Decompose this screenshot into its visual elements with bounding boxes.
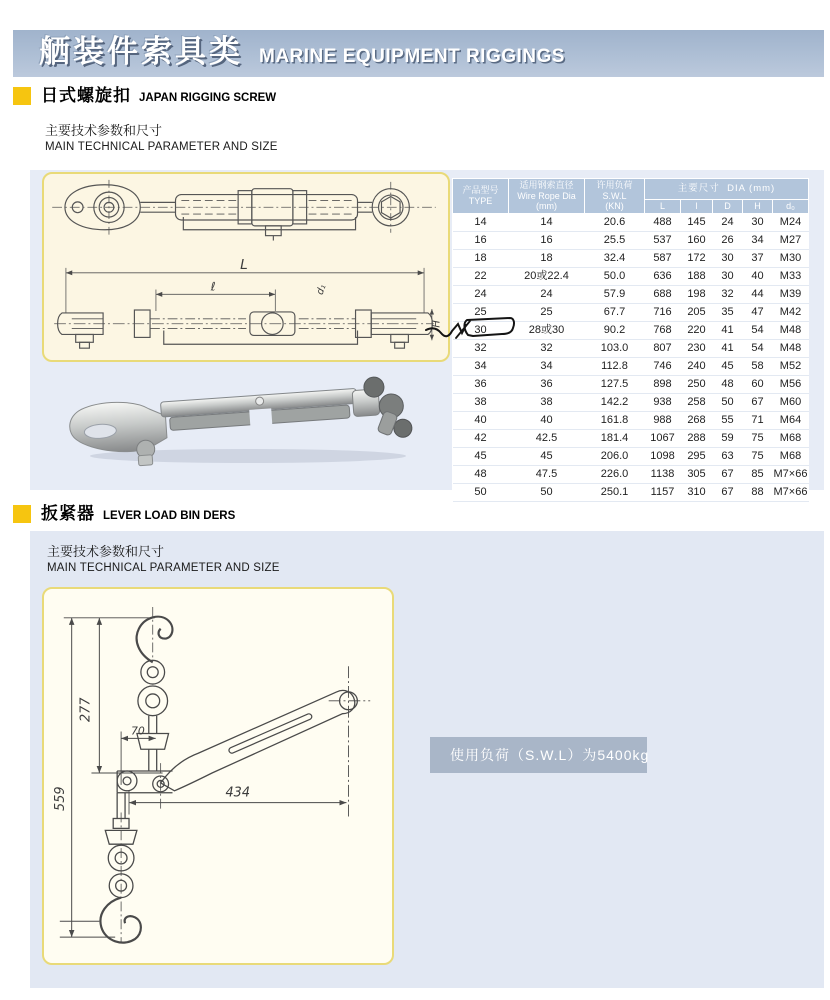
section2-title-zh: 扳紧器 — [41, 504, 95, 523]
table-cell: 18 — [509, 249, 585, 267]
table-row — [453, 429, 809, 447]
col-header-swl: 许用负荷 S.W.L (KN) — [585, 179, 645, 214]
table-cell: M27 — [773, 231, 809, 249]
table-cell: 161.8 — [585, 411, 645, 429]
table-cell: 47.5 — [509, 465, 585, 483]
dim-H-label: H — [431, 320, 443, 328]
table-cell: 16 — [509, 231, 585, 249]
table-cell: M24 — [773, 213, 809, 231]
table-cell: M68 — [773, 429, 809, 447]
table-cell: 768 — [645, 321, 681, 339]
table-row — [453, 357, 809, 375]
table-row — [453, 465, 809, 483]
table-cell: 240 — [681, 357, 713, 375]
page-title-en: MARINE EQUIPMENT RIGGINGS — [259, 46, 565, 67]
col-header-main-size-group: 主要尺寸 DIA (mm) — [645, 179, 809, 200]
table-cell: 38 — [509, 393, 585, 411]
table-cell: 57.9 — [585, 285, 645, 303]
table-cell: 41 — [713, 321, 743, 339]
table-cell: 67 — [713, 465, 743, 483]
col-header-l: l — [681, 200, 713, 214]
table-cell: 55 — [713, 411, 743, 429]
table-cell: 18 — [453, 249, 509, 267]
page-title-zh: 舾装件索具类 — [39, 34, 243, 69]
rigging-screw-drawing — [44, 174, 444, 356]
table-cell: 50 — [713, 393, 743, 411]
page-header — [13, 30, 824, 77]
table-cell: M48 — [773, 321, 809, 339]
table-cell: 38 — [453, 393, 509, 411]
table-cell: 537 — [645, 231, 681, 249]
col-header-D: D — [713, 200, 743, 214]
table-cell: 220 — [681, 321, 713, 339]
table-cell: 28或30 — [509, 321, 585, 339]
section1-title-zh: 日式螺旋扣 — [41, 86, 131, 105]
dim-559-label: 559 — [52, 786, 68, 811]
turnbuckle-top-view — [52, 180, 436, 241]
table-cell: 54 — [743, 339, 773, 357]
table-cell: 35 — [713, 303, 743, 321]
turnbuckle-side-view — [54, 268, 434, 348]
table-cell: 30 — [743, 213, 773, 231]
table-cell: 22 — [453, 267, 509, 285]
table-cell: 32 — [509, 339, 585, 357]
table-cell: 145 — [681, 213, 713, 231]
rigging-screw-photo — [58, 366, 433, 468]
table-cell: M56 — [773, 375, 809, 393]
table-cell: 36 — [509, 375, 585, 393]
table-row — [453, 285, 809, 303]
turnbuckle-photo-image — [58, 366, 433, 468]
table-cell: 34 — [509, 357, 585, 375]
section1-param-caption — [45, 122, 278, 156]
table-cell: 230 — [681, 339, 713, 357]
table-row — [453, 375, 809, 393]
table-cell: 587 — [645, 249, 681, 267]
table-cell: 88 — [743, 483, 773, 501]
table-cell: 34 — [743, 231, 773, 249]
table-cell: 44 — [743, 285, 773, 303]
table-cell: 295 — [681, 447, 713, 465]
table-cell: M48 — [773, 339, 809, 357]
table-cell: 636 — [645, 267, 681, 285]
table-cell: 1067 — [645, 429, 681, 447]
table-cell: 67.7 — [585, 303, 645, 321]
table-cell: 75 — [743, 429, 773, 447]
table-cell: 188 — [681, 267, 713, 285]
table-cell: 112.8 — [585, 357, 645, 375]
section2-bullet-icon — [13, 505, 31, 523]
table-cell: 90.2 — [585, 321, 645, 339]
table-cell: 258 — [681, 393, 713, 411]
section2-header — [13, 505, 235, 523]
table-cell: 50 — [453, 483, 509, 501]
table-cell: 172 — [681, 249, 713, 267]
table-cell: 305 — [681, 465, 713, 483]
table-cell: 25 — [453, 303, 509, 321]
table-cell: 54 — [743, 321, 773, 339]
table-cell: 20.6 — [585, 213, 645, 231]
table-cell: 41 — [713, 339, 743, 357]
col-header-H: H — [743, 200, 773, 214]
table-cell: 160 — [681, 231, 713, 249]
table-cell: M33 — [773, 267, 809, 285]
table-cell: 198 — [681, 285, 713, 303]
table-cell: 45 — [453, 447, 509, 465]
table-cell: 50 — [509, 483, 585, 501]
section1-bullet-icon — [13, 87, 31, 105]
table-cell: M7×66 — [773, 483, 809, 501]
table-cell: M30 — [773, 249, 809, 267]
table-cell: 142.2 — [585, 393, 645, 411]
table-cell: 688 — [645, 285, 681, 303]
table-cell: 250.1 — [585, 483, 645, 501]
table-cell: 1098 — [645, 447, 681, 465]
table-row — [453, 411, 809, 429]
table-cell: 20或22.4 — [509, 267, 585, 285]
table-cell: 1138 — [645, 465, 681, 483]
col-header-wire-rope-dia: 适用钢索直径 Wire Rope Dia (mm) — [509, 179, 585, 214]
table-cell: M39 — [773, 285, 809, 303]
table-cell: 488 — [645, 213, 681, 231]
dim-l-label: ℓ — [210, 279, 216, 294]
dim-L-label: L — [240, 256, 248, 273]
table-cell: 268 — [681, 411, 713, 429]
table-cell: 40 — [509, 411, 585, 429]
table-cell: 14 — [453, 213, 509, 231]
dim-70-label: 70 — [130, 724, 145, 738]
table-cell: 807 — [645, 339, 681, 357]
table-cell: 26 — [713, 231, 743, 249]
dim-d1-label: d₁ — [314, 283, 329, 297]
table-cell: 47 — [743, 303, 773, 321]
table-cell: 310 — [681, 483, 713, 501]
section1-content — [30, 170, 824, 498]
table-cell: 25 — [509, 303, 585, 321]
section1-header — [13, 87, 276, 105]
table-cell: 25.5 — [585, 231, 645, 249]
table-row — [453, 249, 809, 267]
table-cell: 63 — [713, 447, 743, 465]
table-row — [453, 231, 809, 249]
section2-content — [30, 531, 824, 988]
table-cell: 60 — [743, 375, 773, 393]
rigging-screw-drawing-box — [42, 172, 450, 362]
table-cell: 59 — [713, 429, 743, 447]
param1-en: MAIN TECHNICAL PARAMETER AND SIZE — [45, 141, 278, 153]
table-cell: 746 — [645, 357, 681, 375]
hand-annotation-mark — [424, 311, 534, 343]
table-cell: 45 — [713, 357, 743, 375]
table-cell: 24 — [713, 213, 743, 231]
lever-binder-drawing — [44, 589, 388, 959]
table-cell: 898 — [645, 375, 681, 393]
swl-note — [430, 737, 650, 773]
table-cell: M42 — [773, 303, 809, 321]
table-cell: 24 — [453, 285, 509, 303]
table-cell: M68 — [773, 447, 809, 465]
table-cell: 40 — [743, 267, 773, 285]
table-cell: 716 — [645, 303, 681, 321]
col-header-d0: d₀ — [773, 200, 809, 214]
table-body — [453, 213, 809, 501]
table-cell: 988 — [645, 411, 681, 429]
table-cell: 50.0 — [585, 267, 645, 285]
col-header-type: 产品型号 TYPE — [453, 179, 509, 214]
table-cell: 45 — [509, 447, 585, 465]
table-cell: 16 — [453, 231, 509, 249]
table-cell: 40 — [453, 411, 509, 429]
table-row — [453, 267, 809, 285]
section1-title-en: JAPAN RIGGING SCREW — [139, 92, 277, 104]
table-cell: M52 — [773, 357, 809, 375]
table-cell: 1157 — [645, 483, 681, 501]
table-cell: 71 — [743, 411, 773, 429]
table-cell: 30 — [453, 321, 509, 339]
table-cell: 103.0 — [585, 339, 645, 357]
table-cell: 32.4 — [585, 249, 645, 267]
table-cell: 181.4 — [585, 429, 645, 447]
table-cell: 14 — [509, 213, 585, 231]
table-cell: 48 — [453, 465, 509, 483]
table-cell: 226.0 — [585, 465, 645, 483]
dim-434-label: 434 — [225, 785, 251, 801]
table-cell: 938 — [645, 393, 681, 411]
table-cell: 58 — [743, 357, 773, 375]
table-cell: 288 — [681, 429, 713, 447]
section2-title-en: LEVER LOAD BIN DERS — [103, 510, 236, 522]
col-header-L: L — [645, 200, 681, 214]
table-cell: 24 — [509, 285, 585, 303]
table-cell: M7×66 — [773, 465, 809, 483]
swl-note-text: 使用负荷（S.W.L）为5400kg — [450, 747, 650, 763]
lever-binder-linework — [60, 607, 370, 943]
param1-zh: 主要技术参数和尺寸 — [45, 123, 163, 138]
param2-en: MAIN TECHNICAL PARAMETER AND SIZE — [47, 562, 280, 574]
section2-param-caption — [47, 543, 280, 577]
lever-binder-drawing-box — [42, 587, 394, 965]
table-cell: M64 — [773, 411, 809, 429]
table-cell: M60 — [773, 393, 809, 411]
spec-table-head — [453, 179, 809, 214]
table-cell: 127.5 — [585, 375, 645, 393]
table-cell: 85 — [743, 465, 773, 483]
table-cell: 32 — [713, 285, 743, 303]
table-row — [453, 447, 809, 465]
table-cell: 30 — [713, 249, 743, 267]
table-cell: 30 — [713, 267, 743, 285]
table-cell: 206.0 — [585, 447, 645, 465]
table-cell: 42 — [453, 429, 509, 447]
table-cell: 34 — [453, 357, 509, 375]
table-row — [453, 213, 809, 231]
table-cell: 37 — [743, 249, 773, 267]
param2-zh: 主要技术参数和尺寸 — [47, 544, 165, 559]
table-cell: 75 — [743, 447, 773, 465]
table-cell: 36 — [453, 375, 509, 393]
table-cell: 67 — [743, 393, 773, 411]
table-row — [453, 393, 809, 411]
table-cell: 250 — [681, 375, 713, 393]
table-cell: 48 — [713, 375, 743, 393]
table-cell: 42.5 — [509, 429, 585, 447]
table-cell: 32 — [453, 339, 509, 357]
table-cell: 67 — [713, 483, 743, 501]
dim-277-label: 277 — [78, 697, 94, 723]
table-row — [453, 483, 809, 501]
table-cell: 205 — [681, 303, 713, 321]
